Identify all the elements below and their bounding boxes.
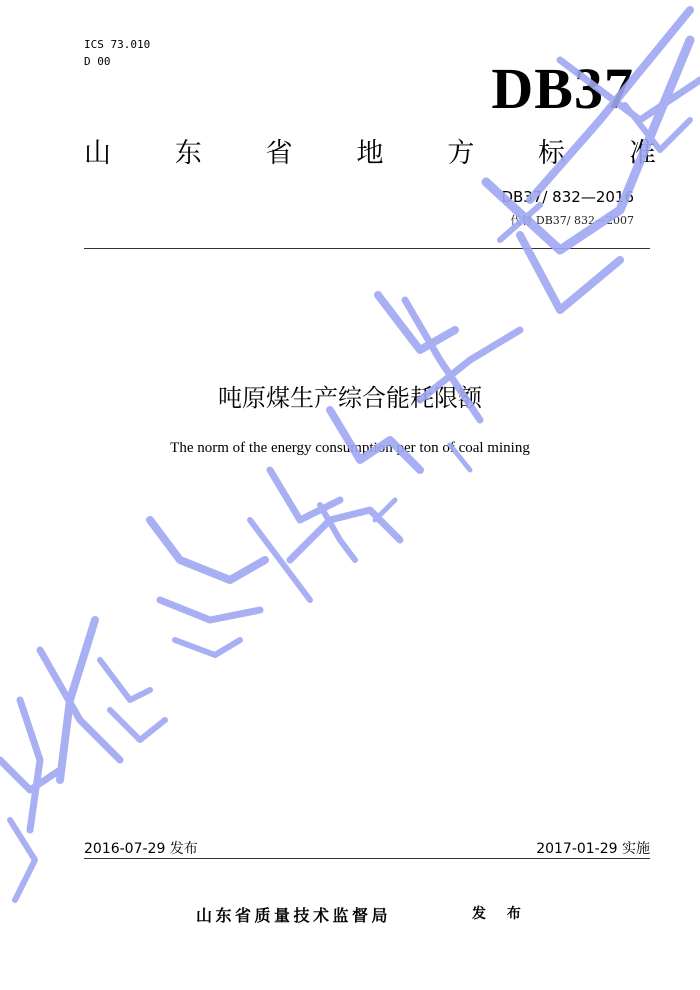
replaces-standard: 代替 DB37/ 832—2007 bbox=[510, 214, 634, 227]
ics-code: ICS 73.010 bbox=[84, 38, 151, 51]
bottom-divider bbox=[84, 858, 650, 859]
province-char: 地 bbox=[356, 138, 384, 169]
province-char: 省 bbox=[265, 138, 293, 169]
province-char: 标 bbox=[538, 138, 566, 169]
title-chinese: 吨原煤生产综合能耗限额 bbox=[218, 384, 482, 412]
ics-code-block bbox=[84, 36, 150, 70]
title-english: The norm of the energy consumption per ton of coal mining bbox=[170, 440, 530, 456]
province-char: 山 bbox=[84, 138, 111, 169]
standard-number: DB37/ 832—2016 bbox=[501, 188, 634, 206]
class-code: D 00 bbox=[84, 55, 111, 68]
province-char: 方 bbox=[447, 138, 475, 169]
province-char: 准 bbox=[628, 138, 656, 169]
top-divider bbox=[84, 248, 650, 249]
publish-date: 2016-07-29 发布 bbox=[84, 841, 198, 857]
effective-date: 2017-01-29 实施 bbox=[536, 841, 650, 857]
province-char: 东 bbox=[174, 138, 202, 169]
issuing-authority: 山东省质量技术监督局 bbox=[196, 906, 392, 925]
province-standard-heading bbox=[84, 134, 656, 174]
issue-word: 发 布 bbox=[472, 906, 529, 922]
db-mark: DB37 bbox=[491, 56, 634, 121]
